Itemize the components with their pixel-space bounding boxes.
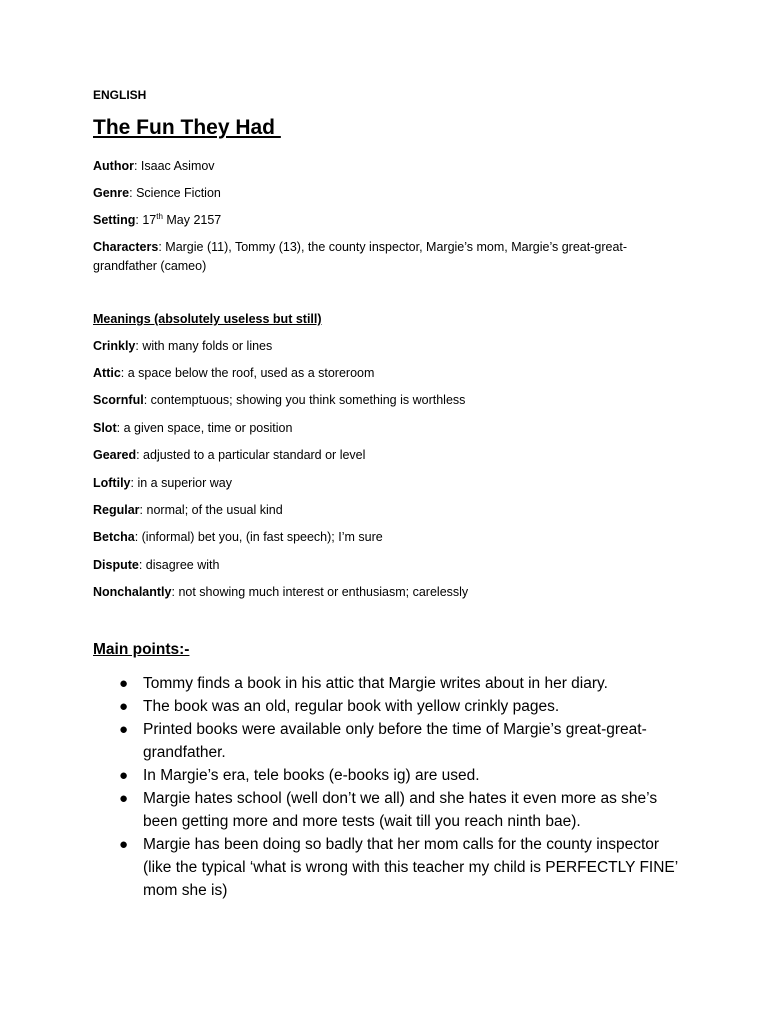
main-points-heading: Main points:- [93, 641, 190, 658]
page-title: The Fun They Had [93, 116, 281, 139]
main-point-text: Printed books were available only before the time of Margie’s great-great-grandfather. [143, 721, 647, 761]
meaning-word: Attic [93, 366, 121, 380]
main-point-item [93, 718, 683, 764]
setting-day: 17 [142, 213, 157, 227]
main-point-item [93, 764, 683, 787]
setting-rest: May 2157 [162, 213, 222, 227]
meaning-definition: adjusted to a particular standard or level [143, 448, 366, 462]
meaning-item: Nonchalantly: not showing much interest or enthusiasm; carelessly [93, 585, 469, 599]
meaning-item: Dispute: disagree with [93, 558, 220, 572]
meaning-definition: a given space, time or position [123, 421, 293, 435]
meaning-item: Regular: normal; of the usual kind [93, 503, 283, 517]
meaning-definition: normal; of the usual kind [146, 503, 283, 517]
main-point-item [93, 787, 683, 833]
bullet-icon: ● [119, 675, 129, 692]
meaning-word: Loftily [93, 476, 131, 490]
meaning-word: Scornful [93, 393, 144, 407]
meaning-definition: not showing much interest or enthusiasm; carelessly [178, 585, 469, 599]
meaning-word: Crinkly [93, 339, 136, 353]
bullet-icon: ● [119, 721, 129, 738]
meaning-item: Crinkly: with many folds or lines [93, 339, 273, 353]
author-line: Author: Isaac Asimov [93, 159, 215, 173]
main-point-text: Margie has been doing so badly that her mom calls for the county inspector (like the typical ‘what is wrong with this teacher my child is PERFECTLY FINE’ mom she is) [143, 836, 678, 899]
author-value: Isaac Asimov [140, 159, 215, 173]
genre-label: Genre [93, 186, 130, 200]
meaning-item: Betcha: (informal) bet you, (in fast speech); I’m sure [93, 530, 383, 544]
meanings-heading: Meanings (absolutely useless but still) [93, 312, 322, 326]
main-point-text: Margie hates school (well don’t we all) and she hates it even more as she’s been getting more and more tests (wait till you reach ninth bae). [143, 790, 658, 830]
meaning-item: Loftily: in a superior way [93, 476, 232, 490]
main-point-text: Tommy finds a book in his attic that Margie writes about in her diary. [143, 675, 608, 692]
meaning-definition: with many folds or lines [142, 339, 273, 353]
main-point-item [93, 833, 683, 902]
setting-label: Setting [93, 213, 136, 227]
setting-line: Setting: 17th May 2157 [93, 211, 222, 227]
main-points-list [93, 672, 683, 902]
meaning-word: Regular [93, 503, 140, 517]
meaning-definition: disagree with [145, 558, 220, 572]
meaning-definition: (informal) bet you, (in fast speech); I’m sure [141, 530, 383, 544]
characters-value: Margie (11), Tommy (13), the county inspector, Margie’s mom, Margie’s great-great-grandfather (cameo) [93, 240, 628, 273]
genre-value: Science Fiction [136, 186, 221, 200]
meaning-item: Geared: adjusted to a particular standard or level [93, 448, 366, 462]
meaning-definition: contemptuous; showing you think something is worthless [150, 393, 466, 407]
main-point-text: In Margie’s era, tele books (e-books ig) are used. [143, 767, 480, 784]
main-point-item [93, 695, 683, 718]
meaning-word: Slot [93, 421, 117, 435]
meaning-word: Geared [93, 448, 137, 462]
main-point-item [93, 672, 683, 695]
bullet-icon: ● [119, 836, 129, 853]
characters-line: Characters: Margie (11), Tommy (13), the county inspector, Margie’s mom, Margie’s great-great-grandfather (cameo) [93, 240, 628, 273]
meaning-item: Slot: a given space, time or position [93, 421, 293, 435]
meaning-definition: in a superior way [137, 476, 232, 490]
meaning-word: Nonchalantly [93, 585, 172, 599]
bullet-icon: ● [119, 698, 129, 715]
meaning-word: Betcha [93, 530, 135, 544]
meaning-item: Scornful: contemptuous; showing you think something is worthless [93, 393, 466, 407]
characters-label: Characters [93, 240, 159, 254]
meaning-item: Attic: a space below the roof, used as a storeroom [93, 366, 375, 380]
author-label: Author [93, 159, 134, 173]
genre-line: Genre: Science Fiction [93, 186, 221, 200]
meaning-definition: a space below the roof, used as a storeroom [127, 366, 375, 380]
meaning-word: Dispute [93, 558, 139, 572]
main-point-text: The book was an old, regular book with yellow crinkly pages. [143, 698, 560, 715]
bullet-icon: ● [119, 790, 129, 807]
bullet-icon: ● [119, 767, 129, 784]
setting-day-suffix: th [156, 211, 163, 221]
subject-label: ENGLISH [93, 88, 147, 102]
